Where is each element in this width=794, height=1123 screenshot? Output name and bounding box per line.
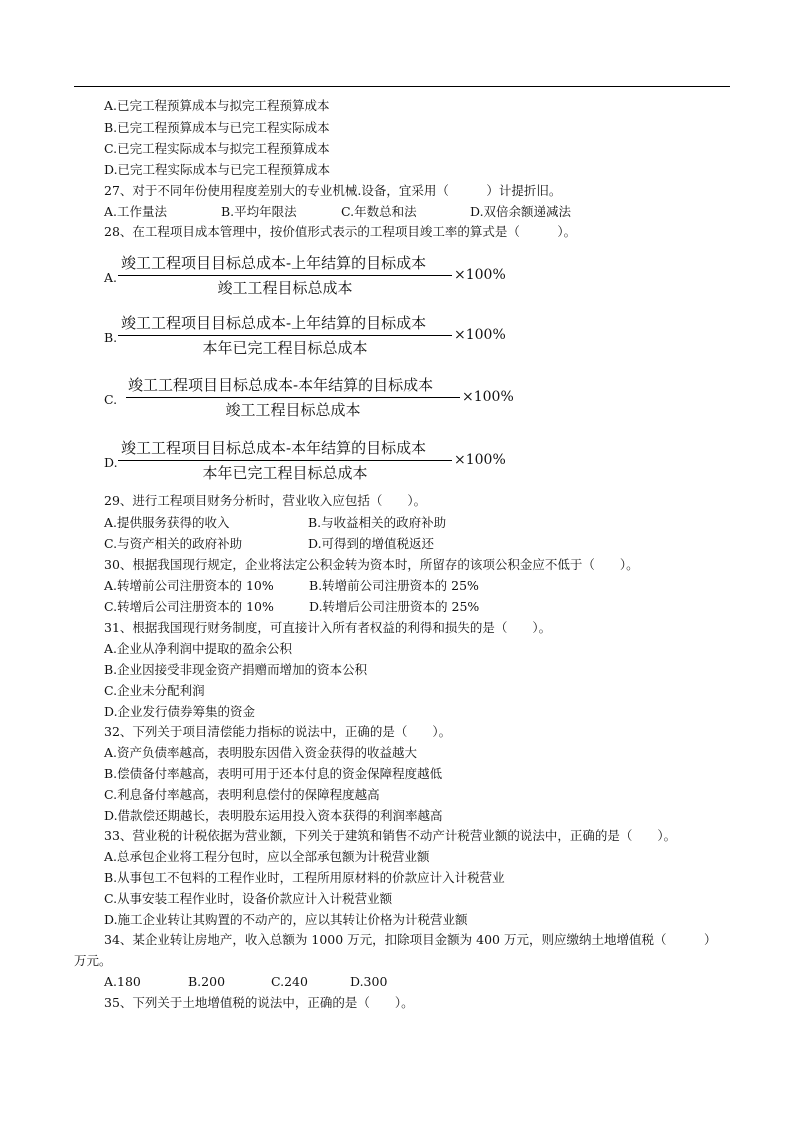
formula-multiplier: ×100% bbox=[454, 327, 506, 343]
fraction-bar bbox=[126, 397, 460, 398]
question-34-continued: 万元。 bbox=[74, 953, 112, 968]
header-rule bbox=[74, 86, 730, 87]
q30-option-d: D.转增后公司注册资本的 25% bbox=[309, 599, 480, 614]
question-30: 30、根据我国现行规定，企业将法定公积金转为资本时，所留存的该项公积金应不低于（ ）。 bbox=[104, 557, 639, 572]
q26-option-c: C.已完工程实际成本与拟完工程预算成本 bbox=[104, 141, 330, 156]
q30-option-b: B.转增前公司注册资本的 25% bbox=[309, 578, 479, 593]
question-33: 33、营业税的计税依据为营业额，下列关于建筑和销售不动产计税营业额的说法中，正确的是（ ）。 bbox=[104, 828, 677, 843]
q27-option-a: A.工作量法 bbox=[104, 204, 168, 219]
q26-option-b: B.已完工程预算成本与已完工程实际成本 bbox=[104, 120, 330, 135]
formula-denominator: 本年已完工程目标总成本 bbox=[202, 464, 368, 482]
q27-option-c: C.年数总和法 bbox=[341, 204, 417, 219]
fraction-bar bbox=[118, 335, 452, 336]
fraction-bar bbox=[118, 460, 452, 461]
q29-option-c: C.与资产相关的政府补助 bbox=[104, 536, 243, 551]
q30-option-c: C.转增后公司注册资本的 10% bbox=[104, 599, 274, 614]
q33-option-c: C.从事安装工程作业时，设备价款应计入计税营业额 bbox=[104, 891, 393, 906]
formula-numerator: 竣工工程项目目标总成本-本年结算的目标成本 bbox=[121, 439, 427, 457]
q30-option-a: A.转增前公司注册资本的 10% bbox=[104, 578, 274, 593]
formula-multiplier: ×100% bbox=[454, 267, 506, 283]
formula-a bbox=[104, 254, 524, 302]
q34-option-d: D.300 bbox=[350, 974, 388, 989]
formula-numerator: 竣工工程项目目标总成本-上年结算的目标成本 bbox=[121, 254, 427, 272]
q33-option-d: D.施工企业转让其购置的不动产的，应以其转让价格为计税营业额 bbox=[104, 912, 468, 927]
question-35: 35、下列关于土地增值税的说法中，正确的是（ ）。 bbox=[104, 995, 414, 1010]
q34-option-b: B.200 bbox=[188, 974, 226, 989]
q29-option-b: B.与收益相关的政府补助 bbox=[308, 515, 447, 530]
formula-d bbox=[104, 439, 524, 487]
formula-multiplier: ×100% bbox=[462, 389, 514, 405]
formula-label: B. bbox=[104, 330, 118, 345]
q29-option-d: D.可得到的增值税返还 bbox=[308, 536, 435, 551]
q26-option-a: A.已完工程预算成本与拟完工程预算成本 bbox=[104, 98, 330, 113]
q31-option-a: A.企业从净利润中提取的盈余公积 bbox=[104, 641, 293, 656]
q29-option-a: A.提供服务获得的收入 bbox=[104, 515, 230, 530]
q31-option-b: B.企业因接受非现金资产捐赠而增加的资本公积 bbox=[104, 662, 368, 677]
q31-option-d: D.企业发行债券筹集的资金 bbox=[104, 704, 256, 719]
q33-option-a: A.总承包企业将工程分包时，应以全部承包额为计税营业额 bbox=[104, 849, 430, 864]
formula-numerator: 竣工工程项目目标总成本-本年结算的目标成本 bbox=[128, 376, 434, 394]
q32-option-a: A.资产负债率越高，表明股东因借入资金获得的收益越大 bbox=[104, 745, 418, 760]
formula-denominator: 竣工工程目标总成本 bbox=[217, 279, 353, 297]
question-34: 34、某企业转让房地产，收入总额为 1000 万元，扣除项目金额为 400 万元，则应缴纳土地增值税（ ） bbox=[104, 932, 717, 947]
question-31: 31、根据我国现行财务制度，可直接计入所有者权益的利得和损失的是（ ）。 bbox=[104, 620, 552, 635]
formula-denominator: 竣工工程目标总成本 bbox=[225, 401, 361, 419]
q31-option-c: C.企业未分配利润 bbox=[104, 683, 205, 698]
formula-label: D. bbox=[104, 455, 118, 470]
formula-numerator: 竣工工程项目目标总成本-上年结算的目标成本 bbox=[121, 314, 427, 332]
q34-option-a: A.180 bbox=[104, 974, 141, 989]
q32-option-b: B.偿债备付率越高，表明可用于还本付息的资金保障程度越低 bbox=[104, 766, 443, 781]
q27-option-d: D.双倍余额递减法 bbox=[470, 204, 572, 219]
q34-option-c: C.240 bbox=[271, 974, 308, 989]
question-27: 27、对于不同年份使用程度差别大的专业机械.设备，宜采用（ ）计提折旧。 bbox=[104, 183, 562, 198]
q26-option-d: D.已完工程实际成本与已完工程预算成本 bbox=[104, 162, 331, 177]
formula-multiplier: ×100% bbox=[454, 452, 506, 468]
q33-option-b: B.从事包工不包料的工程作业时，工程所用原材料的价款应计入计税营业 bbox=[104, 870, 505, 885]
formula-b bbox=[104, 314, 524, 362]
fraction-bar bbox=[118, 275, 452, 276]
formula-label: A. bbox=[104, 270, 118, 285]
formula-denominator: 本年已完工程目标总成本 bbox=[202, 339, 368, 357]
formula-c bbox=[104, 376, 524, 424]
question-29: 29、进行工程项目财务分析时，营业收入应包括（ ）。 bbox=[104, 493, 427, 508]
question-28: 28、在工程项目成本管理中，按价值形式表示的工程项目竣工率的算式是（ ）。 bbox=[104, 224, 577, 239]
q32-option-c: C.利息备付率越高，表明利息偿付的保障程度越高 bbox=[104, 787, 380, 802]
question-32: 32、下列关于项目清偿能力指标的说法中，正确的是（ ）。 bbox=[104, 724, 452, 739]
q27-option-b: B.平均年限法 bbox=[221, 204, 297, 219]
q32-option-d: D.借款偿还期越长，表明股东运用投入资本获得的利润率越高 bbox=[104, 808, 443, 823]
formula-label: C. bbox=[104, 392, 118, 407]
